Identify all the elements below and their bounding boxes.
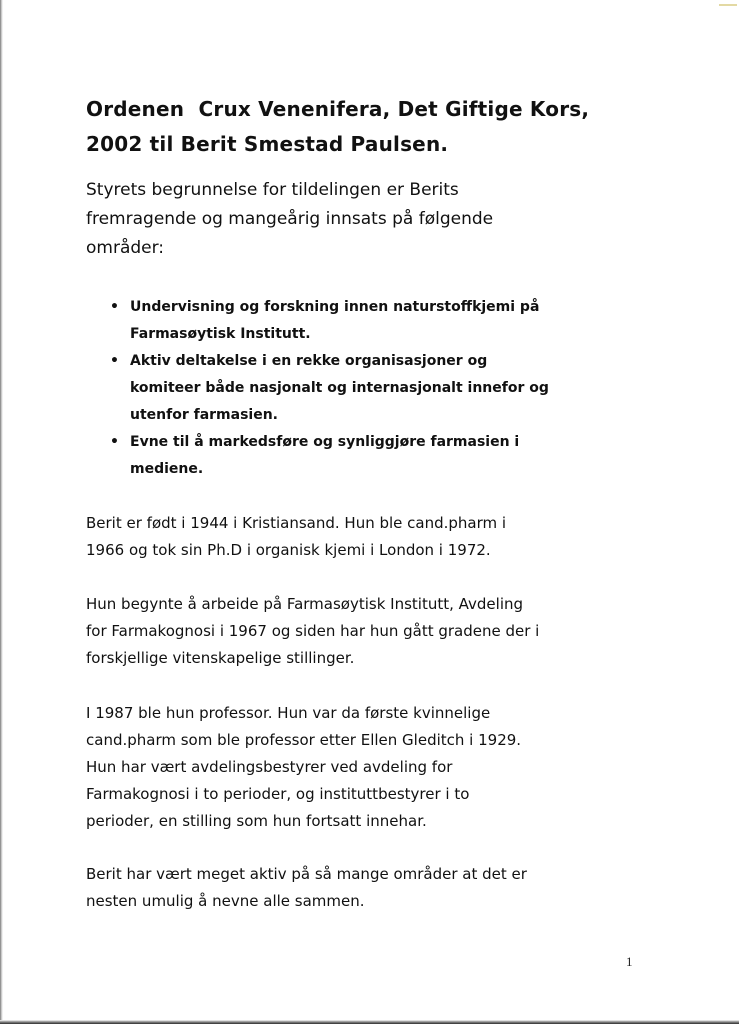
intro-line: områder: [86, 238, 165, 258]
bullet-line: Farmasøytisk Institutt. [130, 326, 311, 342]
bullet-item [106, 348, 666, 429]
paragraph-line: Berit er født i 1944 i Kristiansand. Hun ble cand.pharm i [86, 514, 507, 532]
bullet-dot-icon: • [110, 434, 119, 450]
paragraph-line: cand.pharm som ble professor etter Ellen Gleditch i 1929. [86, 731, 522, 749]
body-paragraph-professor [86, 700, 686, 835]
paragraph-line: I 1987 ble hun professor. Hun var da første kvinnelige [86, 704, 491, 722]
paragraph-line: Hun har vært avdelingsbestyrer ved avdeling for [86, 758, 453, 776]
bullet-item [106, 429, 666, 483]
scan-mark [719, 4, 737, 6]
intro-paragraph [86, 176, 676, 263]
body-paragraph-closing [86, 861, 686, 915]
bullet-line: utenfor farmasien. [130, 407, 278, 423]
bullet-dot-icon: • [110, 353, 119, 369]
bullet-dot-icon: • [110, 299, 119, 315]
paragraph-line: Hun begynte å arbeide på Farmasøytisk Institutt, Avdeling [86, 595, 524, 613]
bullet-line: Undervisning og forskning innen naturstoffkjemi på [130, 299, 540, 315]
paragraph-line: Farmakognosi i to perioder, og instituttbestyrer i to [86, 785, 470, 803]
page-number: 1 [626, 954, 633, 969]
paragraph-line: perioder, en stilling som hun fortsatt innehar. [86, 812, 427, 830]
intro-line: fremragende og mangeårig innsats på følgende [86, 209, 494, 229]
body-paragraph-career [86, 591, 686, 672]
scan-edge-left [0, 0, 3, 1024]
bullet-line: Aktiv deltakelse i en rekke organisasjoner og [130, 353, 488, 369]
paragraph-line: 1966 og tok sin Ph.D i organisk kjemi i London i 1972. [86, 541, 491, 559]
body-paragraph-birth [86, 510, 686, 564]
title-line: 2002 til Berit Smestad Paulsen. [86, 132, 449, 156]
scan-edge-bottom [0, 1020, 739, 1024]
bullet-item [106, 294, 666, 348]
intro-line: Styrets begrunnelse for tildelingen er Berits [86, 180, 459, 200]
bullet-line: komiteer både nasjonalt og internasjonalt innefor og [130, 380, 549, 396]
paragraph-line: Berit har vært meget aktiv på så mange områder at det er [86, 865, 527, 883]
paragraph-line: forskjellige vitenskapelige stillinger. [86, 649, 355, 667]
bullet-list [106, 294, 666, 483]
bullet-line: mediene. [130, 461, 204, 477]
bullet-line: Evne til å markedsføre og synliggjøre farmasien i [130, 434, 520, 450]
paragraph-line: for Farmakognosi i 1967 og siden har hun gått gradene der i [86, 622, 540, 640]
document-title [86, 92, 706, 162]
paragraph-line: nesten umulig å nevne alle sammen. [86, 892, 365, 910]
title-line: Ordenen Crux Venenifera, Det Giftige Kors, [86, 97, 590, 121]
